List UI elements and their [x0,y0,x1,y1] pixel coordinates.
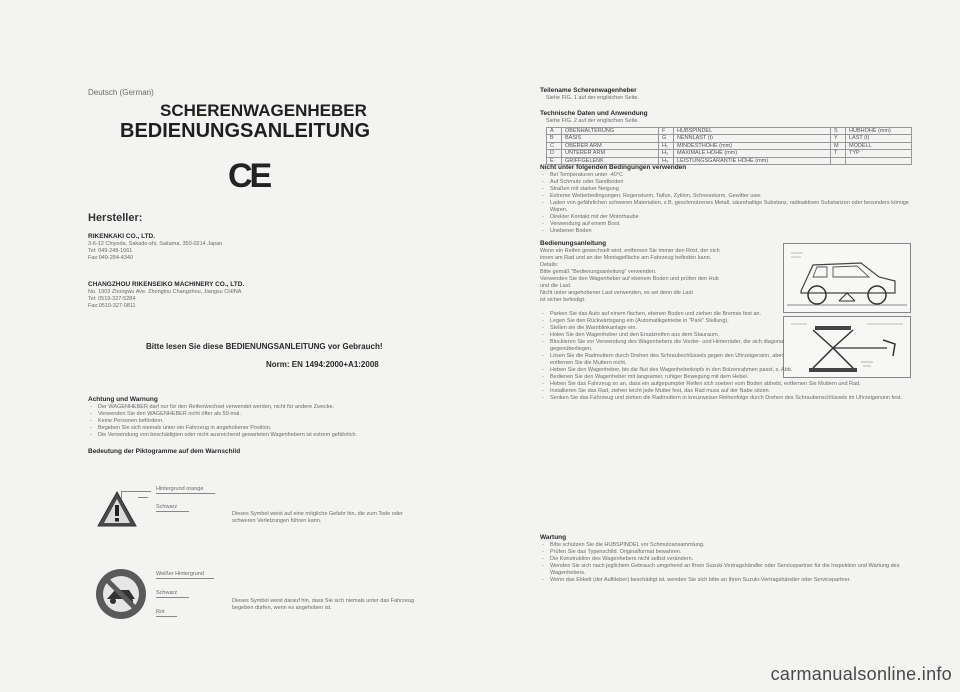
company-2-name: CHANGZHOU RIKENSEIKO MACHINERY CO., LTD. [88,281,245,288]
list-item: - Der WAGENHEBER darf nur für den Reifenwechsel verwendet werden, nicht für andere Zwecke. [88,404,458,411]
title-line-1: SCHERENWAGENHEBER [160,101,367,120]
list-item: - Straßen mit starker Neigung [540,186,915,193]
label-black-1: Schwarz [156,504,189,512]
table-row [547,150,912,157]
label-white-background: Weißer Hintergrund [156,571,214,579]
warning-list [88,404,458,439]
table-cell: HUBHÖHE (mm) [846,128,912,135]
table-cell: B [547,135,562,142]
table-row [547,128,912,135]
table-cell: MINDESTHÖHE (mm) [674,142,831,149]
list-item: - Bedienen Sie den Wagenheber mit langsamer, ruhiger Bewegung mit dem Hebel. [540,374,915,381]
company-1-address: 3-6-12 Chiyoda, Sakado-shi, Saitama, 350-0214 Japan [88,241,223,247]
list-item: - Extreme Wetterbedingungen: Regensturm, Taifun, Zyklon, Schneesturm, Gewitter usw. [540,193,915,200]
table-cell: LAST (t) [846,135,912,142]
table-cell: LEISTUNGSGARANTIE HÖHE (mm) [674,157,831,164]
table-cell: OBENHALTERUNG [562,128,659,135]
conditions-heading: Nicht unter folgenden Bedingungen verwenden [540,164,687,171]
list-item: - Installieren Sie das Rad, ziehen leicht jede Mutter fest, das Rad muss auf der Nabe sitzen. [540,388,915,395]
list-item: - Holen Sie den Wagenheber und den Ersatzreifen aus dem Stauraum. [540,332,788,339]
right-page [480,0,960,692]
operation-intro-line: Details: [540,262,559,268]
parts-heading: Teilename Scherenwagenheber [540,87,637,94]
operation-steps [540,311,915,402]
language-label: Deutsch (German) [88,88,154,97]
pictogram-heading: Bedeutung der Piktogramme auf dem Warnschild [88,448,241,455]
table-cell: NENNLAST (t) [674,135,831,142]
label-black-2: Schwarz [156,590,189,598]
table-cell: UNTERER ARM [562,150,659,157]
company-1-tel: Tel: 049-248-1661 [88,248,133,254]
list-item: - Wenden Sie sich nach jeglichem Gebrauch umgehend an Ihren Suzuki-Vertragshändler oder Servicepartner für die Inspektion und Wartung des Wagenhebers. [540,563,915,577]
list-item: - Bitte schützen Sie die HUBSPINDEL vor Schmutzansammlung. [540,542,915,549]
list-item: - Die Verwendung von beschädigten oder nicht ausreichend gewarteten Wagenhebern ist extrem gefährlich. [88,432,458,439]
company-2-tel: Tel: 0519-327-5284 [88,296,136,302]
operation-intro-line: Verwenden Sie den Wagenheber auf ebenem Boden und prüfen den Hub [540,276,719,282]
table-cell: T [831,150,846,157]
table-cell: F [659,128,674,135]
company-2-fax: Fax:0519-327-0811 [88,303,136,309]
list-item: - Senken Sie das Fahrzeug und ziehen die Radmuttern in kreuzweiser Reihenfolge durch Drehen des Schraubenschlüssels im Uhrzeigersinn fest. [540,395,915,402]
table-cell: S [831,128,846,135]
operation-heading: Bedienungsanleitung [540,240,607,247]
table-row [547,135,912,142]
table-row [547,142,912,149]
warning-heading: Achtung und Warnung [88,396,158,403]
prohibition-sign-icon [93,566,149,622]
list-item: - Verwenden Sie den WAGENHEBER nicht öfter als 50-mal. [88,411,458,418]
list-item: - Parken Sie das Auto auf einem flachen, ebenen Boden und ziehen die Bremse fest an. [540,311,788,318]
maintenance-list [540,542,915,584]
list-item: - Heben Sie den Wagenheber, bis die Nut des Wagenheberkopfs in den Bolzenrahmen passt, s. Abb. [540,367,915,374]
table-cell: D [547,150,562,157]
table-cell: M [831,142,846,149]
spec-table [546,127,912,165]
ce-mark-icon: CE [228,157,270,195]
company-1-name: RIKENKAKI CO., LTD. [88,233,156,240]
table-cell [831,157,846,164]
conditions-list [540,172,915,235]
list-item: - Wenn das Etikett (der Aufkleber) beschädigt ist, wenden Sie sich bitte an Ihren Suzuki-Vertragshändler oder Servicepartner. [540,577,915,584]
label-background-orange: Hintergrund orange [156,486,215,494]
operation-intro-line: ist sicher befestigt. [540,297,586,303]
list-item: - Bei Temperaturen unter -40°C [540,172,915,179]
company-1 [88,233,222,262]
list-item: - Unebener Boden [540,228,915,235]
list-item: - Verwendung auf einem Boot. [540,221,915,228]
list-item: - Stellen sie die Warnblinkanlage ein. [540,325,788,332]
table-cell: C [547,142,562,149]
label-red: Rot [156,609,177,617]
list-item: - Begeben Sie sich niemals unter ein Fahrzeug in angehobener Position. [88,425,458,432]
norm-label: Norm: EN 1494:2000+A1:2008 [266,360,379,369]
company-2 [88,281,244,310]
table-cell: GRIFFGELENK [562,157,659,164]
table-cell: Y [831,135,846,142]
warning-triangle-icon [96,490,138,528]
list-item: - Blockieren Sie vor Verwendung des Wagenhebers die Vorder- und Hinterräder, die sich diagonal gegenüberliegen. [540,339,788,353]
operation-intro [540,248,790,304]
operation-intro-line: Nicht unter angehobener Last verwenden, es sei denn die Last [540,290,693,296]
list-item: - Laden von gefährlichen schweren Materialien, z.B. geschmolzenes Metall, säurehaltige Substanz, radioaktiven Substanzen oder besonders kömige Waren. [540,200,915,214]
operation-intro-line: und die Last. [540,283,572,289]
operation-intro-line: Bitte gemäß "Bedienungsanleitung" verwenden. [540,269,657,275]
pictogram-2-description: Dieses Symbol weist darauf hin, dass Sie sich niemals unter das Fahrzeug begeben dürfen, wenn es angehoben ist. [232,598,414,611]
maintenance-heading: Wartung [540,534,567,541]
tech-reference: Siehe FIG. 2 auf der englischen Seite. [546,118,639,124]
list-item: - Legen Sie den Rückwärtsgang ein (Automatikgetriebe in "Park" Stellung). [540,318,788,325]
list-item: - Auf Schmutz oder Sandboden [540,179,915,186]
read-notice: Bitte lesen Sie diese BEDIENUNGSANLEITUNG vor Gebrauch! [146,342,383,351]
pictogram-1-description: Dieses Symbol weist auf eine mögliche Gefahr hin, die zum Tode oder schweren Verletzungen führen kann. [232,511,403,524]
list-item: - Keine Personen befördern. [88,418,458,425]
table-cell [846,157,912,164]
list-item: - Heben Sie das Fahrzeug so an, dass ein aufgepumpter Reifen sich soeben vom Boden abhebt, entfernen Sie Muttern und Rad. [540,381,915,388]
list-item: - Prüfen Sie das Typenschild. Originalformat bewahren. [540,549,915,556]
table-cell: G [659,135,674,142]
car-jack-illustration [783,243,911,313]
table-cell: TYP [846,150,912,157]
table-cell: MAXIMALE HÖHE (mm) [674,150,831,157]
operation-intro-line: innen am Rad und an der Montagefläche am Fahrzeug befinden kann. [540,255,712,261]
parts-reference: Siehe FIG. 1 auf der englischen Seite. [546,95,639,101]
company-1-fax: Fax:049-284-4340 [88,255,133,261]
table-cell: E [547,157,562,164]
tech-heading: Technische Daten und Anwendung [540,110,648,117]
table-cell: OBERER ARM [562,142,659,149]
table-cell: H₃ [659,157,674,164]
table-cell: H₂ [659,150,674,157]
list-item: - Die Konstruktion des Wagenhebers nicht selbst verändern. [540,556,915,563]
watermark-text: carmanualsonline.info [770,664,952,684]
table-cell: BASIS [562,135,659,142]
manufacturer-heading: Hersteller: [88,212,143,224]
table-cell: A [547,128,562,135]
table-cell: HUBSPINDEL [674,128,831,135]
table-cell: MODELL [846,142,912,149]
list-item: - Lösen Sie die Radmuttern durch Drehen des Schraubschlüssels gegen den Uhrzeigersinn, aber entfernen Sie die Muttern nicht. [540,353,788,367]
title-line-2: BEDIENUNGSANLEITUNG [120,120,371,142]
company-2-address: No. 1903 Zhongwu Ave. Zhonglou Changzhou, Jiangsu CHINA [88,289,242,295]
operation-intro-line: Wenn ein Reifen gewechselt wird, entfernen Sie immer den Rost, der sich [540,248,720,254]
list-item: - Direkter Kontakt mit der Motorhaube [540,214,915,221]
table-cell: H₁ [659,142,674,149]
